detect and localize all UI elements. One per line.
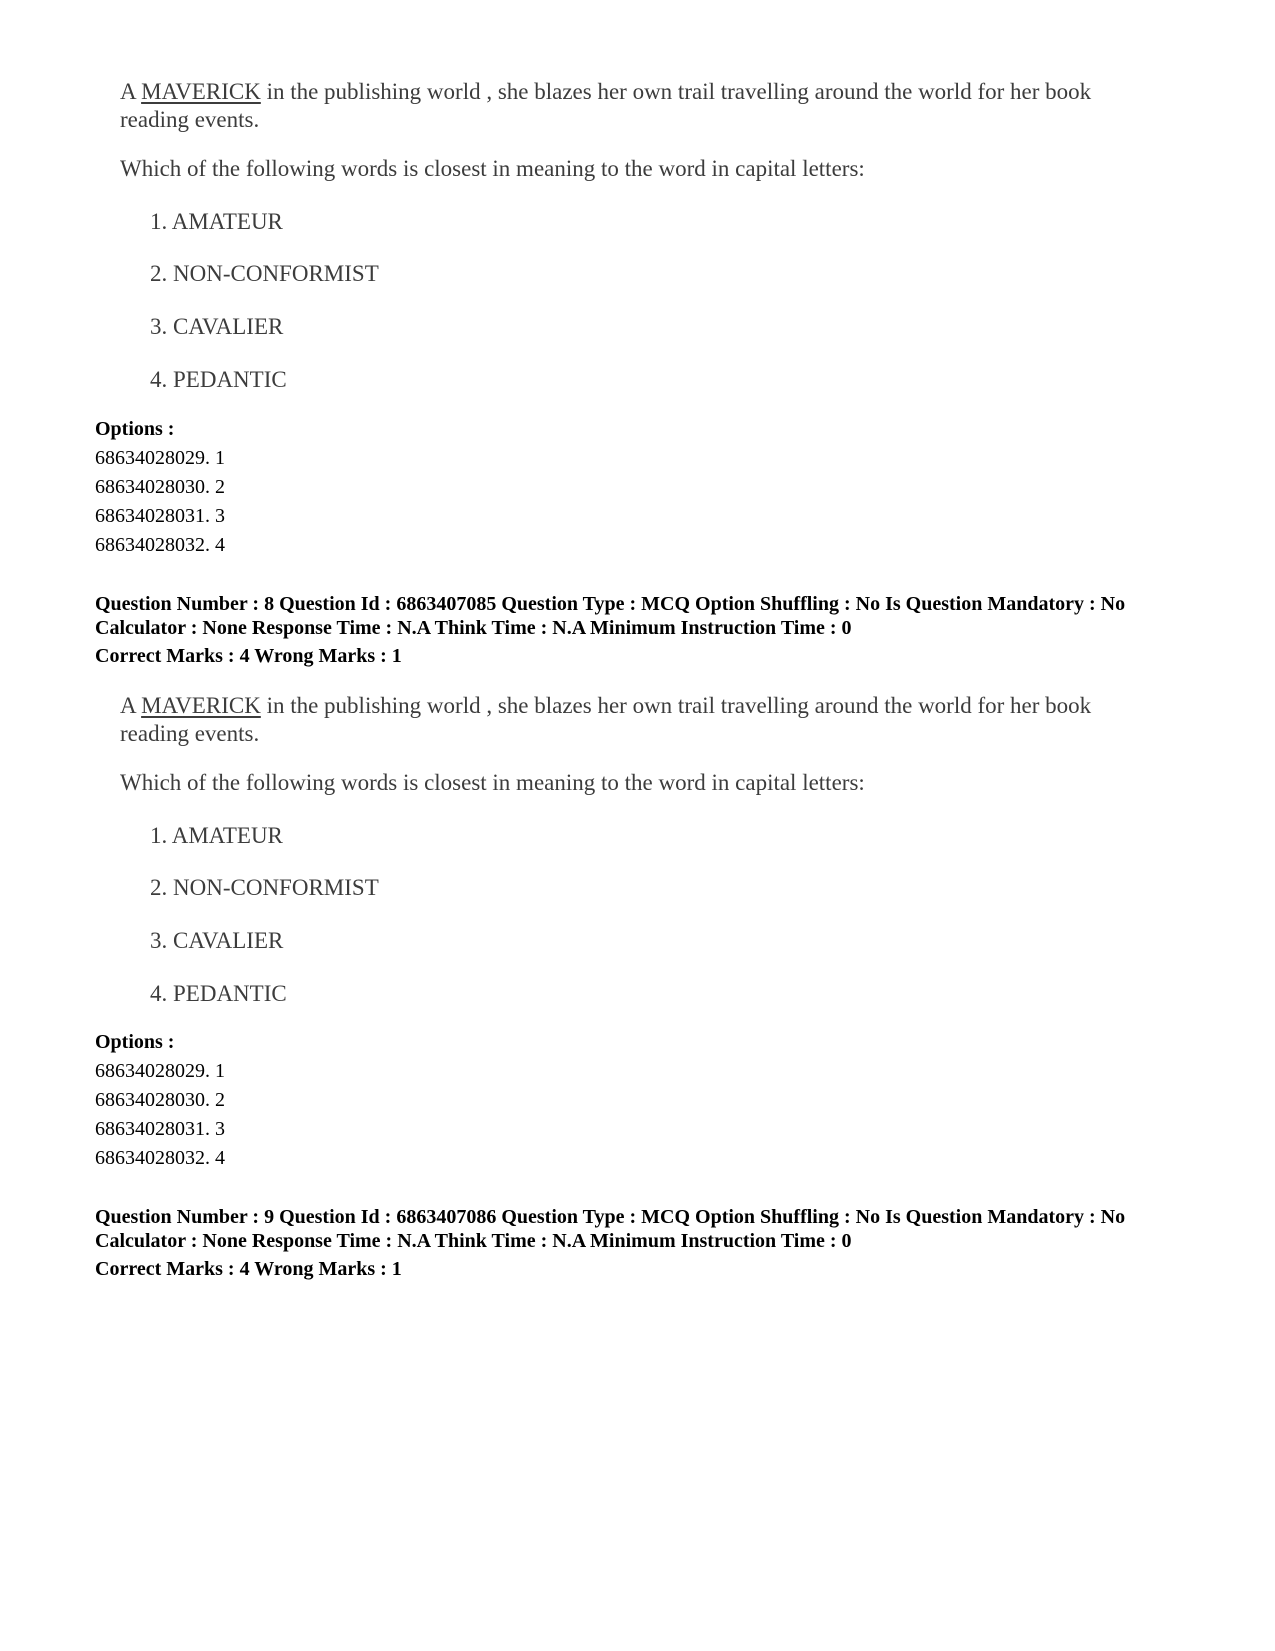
question-meta-line: Question Number : 8 Question Id : 6863407085 Question Type : MCQ Option Shuffling : No Is Question Mandatory : No Calculator : None Response Time : N.A Think Time : N.A Minimum Instruction Time : 0 — [95, 593, 1126, 639]
keyword-maverick: MAVERICK — [141, 79, 261, 104]
choice-item: 1. AMATEUR — [150, 209, 283, 234]
question-meta-line: Question Number : 9 Question Id : 6863407086 Question Type : MCQ Option Shuffling : No Is Question Mandatory : No Calculator : None Response Time : N.A Think Time : N.A Minimum Instruction Time : 0 — [95, 1206, 1126, 1252]
option-row: 68634028031. 3 — [95, 505, 225, 527]
option-row: 68634028032. 4 — [95, 1147, 225, 1169]
options-list — [95, 1028, 225, 1173]
choice-item: 1. AMATEUR — [150, 823, 283, 848]
question-prompt: Which of the following words is closest in meaning to the word in capital letters: — [120, 770, 865, 795]
option-row: 68634028030. 2 — [95, 476, 225, 498]
options-label: Options : — [95, 418, 175, 440]
question-passage: A MAVERICK in the publishing world , she blazes her own trail travelling around the world for her book reading events. — [120, 693, 1092, 746]
option-row: 68634028029. 1 — [95, 1060, 225, 1082]
question-image-block — [120, 78, 1160, 392]
choice-item: 4. PEDANTIC — [150, 981, 287, 1006]
question-image-block — [120, 692, 1160, 1006]
choice-item: 2. NON-CONFORMIST — [150, 875, 379, 900]
options-list — [95, 415, 225, 560]
choice-item: 3. CAVALIER — [150, 928, 284, 953]
question-prompt: Which of the following words is closest in meaning to the word in capital letters: — [120, 156, 865, 181]
choice-item: 3. CAVALIER — [150, 314, 284, 339]
choice-item: 2. NON-CONFORMIST — [150, 261, 379, 286]
question-marks-line: Correct Marks : 4 Wrong Marks : 1 — [95, 645, 402, 667]
question-9-meta — [95, 1205, 1195, 1281]
choice-item: 4. PEDANTIC — [150, 367, 287, 392]
question-8-meta — [95, 592, 1195, 668]
options-label: Options : — [95, 1031, 175, 1053]
option-row: 68634028029. 1 — [95, 447, 225, 469]
keyword-maverick: MAVERICK — [141, 693, 261, 718]
question-marks-line: Correct Marks : 4 Wrong Marks : 1 — [95, 1258, 402, 1280]
question-passage: A MAVERICK in the publishing world , she blazes her own trail travelling around the world for her book reading events. — [120, 79, 1092, 132]
option-row: 68634028030. 2 — [95, 1089, 225, 1111]
option-row: 68634028032. 4 — [95, 534, 225, 556]
option-row: 68634028031. 3 — [95, 1118, 225, 1140]
